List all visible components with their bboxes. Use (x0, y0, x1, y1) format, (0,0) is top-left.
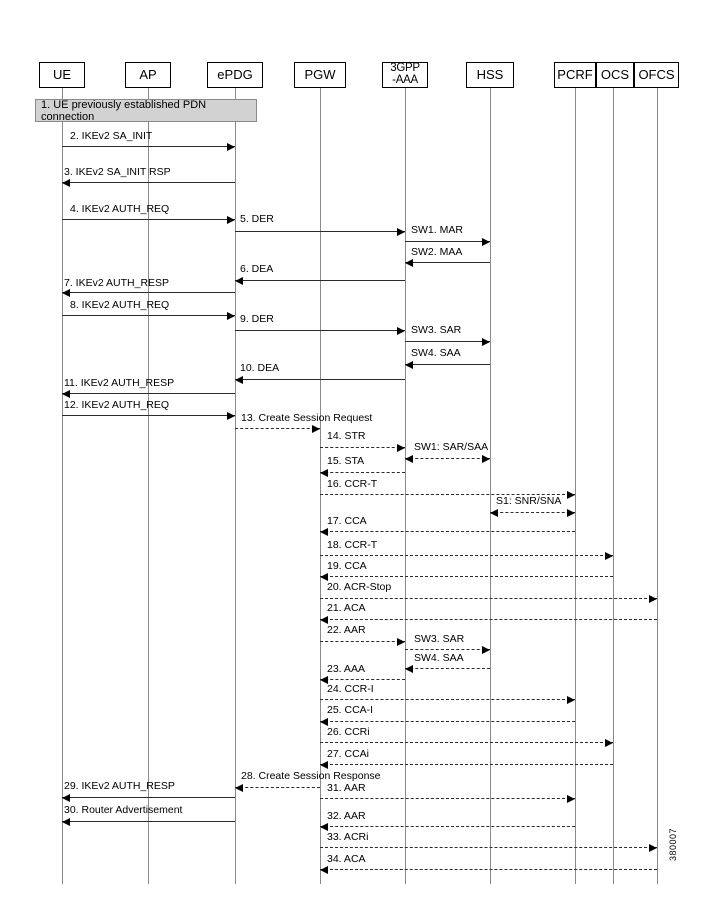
figure-reference: 380007 (668, 828, 678, 862)
message-line-5 (235, 231, 405, 232)
message-label-16: 16. CCR-T (327, 478, 378, 490)
message-line-15 (320, 472, 405, 473)
message-line-23 (320, 679, 405, 680)
message-label-SW2: SW2. MAA (411, 246, 463, 258)
message-label-6: 6. DEA (240, 263, 274, 275)
message-label-4: 4. IKEv2 AUTH_REQ (70, 203, 170, 215)
arrow-head-SW4-left (405, 361, 413, 369)
arrow-head-30-left (62, 818, 70, 826)
message-label-5: 5. DER (240, 213, 274, 225)
actor-box-pcrf[interactable] (554, 62, 596, 88)
arrow-head-29-left (62, 794, 70, 802)
message-label-14: 14. STR (327, 430, 366, 442)
message-line-34 (320, 869, 657, 870)
arrow-head-31-right (567, 795, 575, 803)
arrow-head-SW2-left (405, 259, 413, 267)
actor-box-pgw[interactable] (294, 62, 346, 88)
arrow-head-25-left (320, 718, 328, 726)
message-line-8 (62, 315, 235, 316)
actor-box-ue[interactable] (39, 62, 85, 88)
message-label-27: 27. CCAi (327, 748, 370, 760)
arrow-head-24-right (567, 696, 575, 704)
message-label-21: 21. ACA (327, 602, 366, 614)
message-line-3 (62, 182, 235, 183)
message-label-26: 26. CCRi (327, 726, 370, 738)
arrow-head-SW1b-right (482, 455, 490, 463)
arrow-head-SW1b-left (405, 455, 413, 463)
arrow-head-33-right (649, 844, 657, 852)
message-line-21 (320, 619, 657, 620)
message-label-34: 34. ACA (327, 853, 366, 865)
arrow-head-3-left (62, 179, 70, 187)
message-line-SW3b (405, 649, 490, 650)
arrow-head-18-right (605, 552, 613, 560)
arrow-head-11-left (62, 390, 70, 398)
actor-box-aaa[interactable] (382, 62, 428, 88)
message-line-26 (320, 742, 613, 743)
message-line-2 (62, 146, 235, 147)
message-line-10 (235, 379, 405, 380)
message-line-29 (62, 797, 235, 798)
message-label-25: 25. CCA-I (327, 704, 374, 716)
message-label-31: 31. AAR (327, 782, 366, 794)
arrow-head-28-left (235, 784, 243, 792)
actor-label-hss: HSS (476, 67, 504, 83)
message-label-S1: S1: SNR/SNA (496, 495, 562, 507)
arrow-head-14-right (397, 444, 405, 452)
arrow-head-S1-right (567, 509, 575, 517)
message-line-18 (320, 555, 613, 556)
lifeline-epdg (235, 88, 236, 884)
actor-box-ocs[interactable] (596, 62, 634, 88)
message-label-8: 8. IKEv2 AUTH_REQ (70, 299, 170, 311)
message-line-9 (235, 330, 405, 331)
arrow-head-32-left (320, 823, 328, 831)
message-line-28 (235, 787, 320, 788)
arrow-head-27-left (320, 761, 328, 769)
message-label-15: 15. STA (327, 455, 365, 467)
arrow-head-17-left (320, 528, 328, 536)
message-label-10: 10. DEA (240, 362, 280, 374)
message-line-25 (320, 721, 575, 722)
actor-label-ue: UE (52, 67, 72, 83)
actor-label-ocs: OCS (600, 67, 630, 83)
actor-label-aaa-line2: -AAA (392, 74, 418, 86)
note-text: 1. UE previously established PDN connection (41, 98, 207, 123)
actor-box-hss[interactable] (466, 62, 514, 88)
message-label-30: 30. Router Advertisement (64, 804, 183, 816)
arrow-head-6-left (235, 277, 243, 285)
message-line-31 (320, 798, 575, 799)
message-label-12: 12. IKEv2 AUTH_REQ (64, 399, 170, 411)
message-line-6 (235, 280, 405, 281)
arrow-head-13-right (312, 425, 320, 433)
lifeline-ocs (613, 88, 614, 884)
message-label-SW3: SW3. SAR (411, 324, 462, 336)
arrow-head-10-left (235, 376, 243, 384)
arrow-head-9-right (397, 327, 405, 335)
arrow-head-19-left (320, 573, 328, 581)
message-label-20: 20. ACR-Stop (327, 581, 392, 593)
message-line-SW1b (405, 458, 490, 459)
message-line-SW4b (405, 668, 490, 669)
message-line-S1 (490, 512, 575, 513)
actor-label-pgw: PGW (304, 67, 336, 83)
message-label-2: 2. IKEv2 SA_INIT (70, 130, 153, 142)
message-line-24 (320, 699, 575, 700)
arrow-head-26-right (605, 739, 613, 747)
message-line-7 (62, 292, 235, 293)
lifeline-ofcs (657, 88, 658, 884)
message-label-7: 7. IKEv2 AUTH_RESP (64, 277, 170, 289)
message-label-33: 33. ACRi (327, 831, 369, 843)
arrow-head-2-right (227, 143, 235, 151)
message-label-13: 13. Create Session Request (241, 412, 373, 424)
message-label-24: 24. CCR-I (327, 683, 374, 695)
message-line-20 (320, 598, 657, 599)
arrow-head-16-right (567, 491, 575, 499)
arrow-head-S1-left (490, 509, 498, 517)
note-box (35, 99, 257, 122)
arrow-head-SW3b-right (482, 646, 490, 654)
message-line-SW4 (405, 364, 490, 365)
message-label-29: 29. IKEv2 AUTH_RESP (64, 780, 175, 792)
arrow-head-4-right (227, 216, 235, 224)
message-label-SW4b: SW4. SAA (414, 652, 464, 664)
message-label-22: 22. AAR (327, 624, 366, 636)
lifeline-ue (62, 88, 63, 884)
message-line-4 (62, 219, 235, 220)
message-line-SW1 (405, 241, 490, 242)
arrow-head-7-left (62, 289, 70, 297)
message-line-30 (62, 821, 235, 822)
message-line-27 (320, 764, 613, 765)
actor-label-ofcs: OFCS (638, 67, 675, 83)
actor-label-aaa-line1: 3GPP (390, 62, 420, 75)
arrow-head-22-right (397, 638, 405, 646)
message-label-18: 18. CCR-T (327, 539, 378, 551)
arrow-head-34-left (320, 866, 328, 874)
actor-label-ap: AP (139, 67, 157, 83)
message-label-SW3b: SW3. SAR (414, 633, 465, 645)
actor-box-ap[interactable] (125, 62, 171, 88)
message-line-19 (320, 576, 613, 577)
message-line-14 (320, 447, 405, 448)
arrow-head-SW1-right (482, 238, 490, 246)
message-label-SW1b: SW1: SAR/SAA (414, 441, 489, 453)
message-line-13 (235, 428, 320, 429)
actor-label-pcrf: PCRF (557, 67, 593, 83)
actor-box-epdg[interactable] (207, 62, 263, 88)
message-line-12 (62, 415, 235, 416)
message-label-19: 19. CCA (327, 560, 367, 572)
message-line-33 (320, 847, 657, 848)
arrow-head-SW3-right (482, 338, 490, 346)
message-line-SW3 (405, 341, 490, 342)
message-line-22 (320, 641, 405, 642)
message-line-17 (320, 531, 575, 532)
arrow-head-SW4b-left (405, 665, 413, 673)
message-label-17: 17. CCA (327, 515, 367, 527)
message-label-28: 28. Create Session Response (241, 770, 381, 782)
message-label-11: 11. IKEv2 AUTH_RESP (64, 377, 175, 389)
message-label-23: 23. AAA (327, 663, 365, 675)
arrow-head-21-left (320, 616, 328, 624)
actor-label-epdg: ePDG (217, 67, 253, 83)
message-label-32: 32. AAR (327, 810, 366, 822)
arrow-head-12-right (227, 412, 235, 420)
arrow-head-15-left (320, 469, 328, 477)
actor-box-ofcs[interactable] (634, 62, 679, 88)
arrow-head-5-right (397, 228, 405, 236)
message-label-SW4: SW4. SAA (411, 347, 461, 359)
message-line-SW2 (405, 262, 490, 263)
message-label-9: 9. DER (240, 313, 274, 325)
message-line-11 (62, 393, 235, 394)
message-label-3: 3. IKEv2 SA_INIT RSP (64, 166, 171, 178)
message-line-32 (320, 826, 575, 827)
arrow-head-8-right (227, 312, 235, 320)
message-label-SW1: SW1. MAR (411, 224, 463, 236)
arrow-head-20-right (649, 595, 657, 603)
